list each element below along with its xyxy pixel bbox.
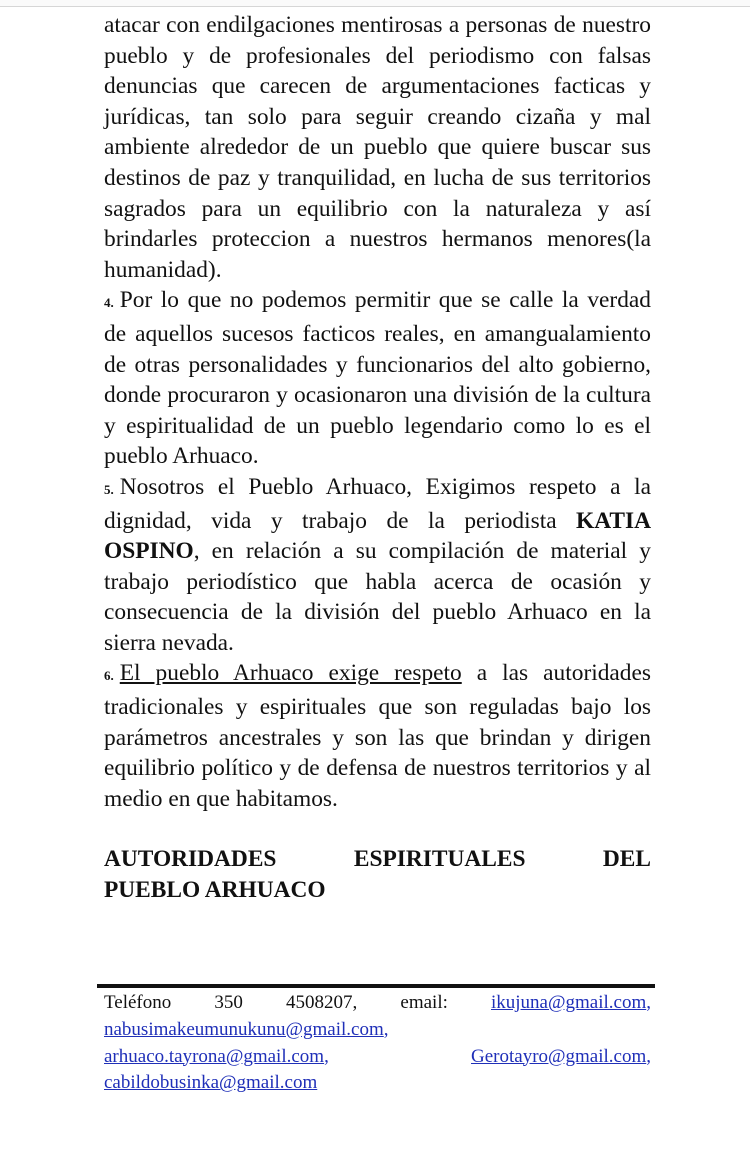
footer-contact: [104, 990, 651, 1097]
phone-part-1: 350: [214, 992, 243, 1013]
contact-row-4: [104, 1070, 651, 1097]
comma-3: ,: [324, 1045, 329, 1067]
item-5-text-after: , en relación a su compilación de material y trabajo periodístico que habla acerca de ocasión y consecuencia de la división del pueblo Arhuaco en la sierra nevada.: [104, 538, 651, 656]
email-label: email:: [400, 992, 448, 1013]
contact-row-2: [104, 1017, 651, 1044]
email-link-1[interactable]: ikujuna@gmail.com: [491, 992, 647, 1013]
email-link-5[interactable]: cabildobusinka@gmail.com: [104, 1072, 318, 1094]
comma-1: ,: [646, 992, 651, 1013]
item-5: [104, 472, 651, 659]
signature-line-2: PUEBLO ARHUACO: [104, 877, 326, 904]
item-5-number: 5.: [104, 481, 114, 497]
signature-word-3: DEL: [602, 846, 651, 873]
email-link-3[interactable]: arhuaco.tayrona@gmail.com: [104, 1045, 325, 1067]
comma-2: ,: [383, 1018, 389, 1040]
paragraph-continuation: atacar con endilgaciones mentirosas a personas de nuestro pueblo y de profesionales del periodismo con falsas denuncias que carecen de argumentaciones facticas y jurídicas, tan solo para seguir creando cizaña y mal ambiente alrededor de un pueblo que quiere buscar sus destinos de paz y tranquilidad, en lucha de sus territorios sagrados para un equilibrio con la naturaleza y así brindarles proteccion a nuestros hermanos menores(la humanidad).: [104, 12, 651, 283]
signature-block: [104, 844, 651, 905]
page-top-edge: [0, 0, 750, 7]
item-5-text-before: Nosotros el Pueblo Arhuaco, Exigimos respeto a la dignidad, vida y trabajo de la periodista: [104, 473, 651, 534]
signature-word-1: AUTORIDADES: [104, 846, 277, 873]
item-4: [104, 285, 651, 472]
phone-label: Teléfono: [104, 992, 172, 1013]
footer-divider: [97, 984, 655, 988]
signature-line-1: [104, 844, 651, 875]
phone-part-2: 4508207,: [286, 992, 358, 1013]
item-6-underlined: El pueblo Arhuaco exige respeto: [119, 660, 462, 687]
item-6-text-after: a las autoridades tradicionales y espirituales que son reguladas bajo los parámetros ancestrales y son las que brindan y dirigen equilibrio político y de defensa de nuestros territorios y al medio en que habitamos.: [104, 660, 651, 812]
email-link-2[interactable]: nabusimakeumunukunu@gmail.com: [104, 1018, 384, 1040]
signature-word-2: ESPIRITUALES: [353, 846, 526, 873]
journalist-name: KATIA OSPINO: [104, 507, 651, 565]
contact-row-3: [104, 1044, 651, 1071]
item-4-number: 4.: [104, 295, 114, 311]
comma-4: ,: [646, 1045, 651, 1067]
contact-row-1: [104, 990, 651, 1017]
item-6-number: 6.: [104, 668, 114, 684]
item-4-text: Por lo que no podemos permitir que se calle la verdad de aquellos sucesos facticos reales, en amangualamiento de otras personalidades y funcionarios del alto gobierno, donde procuraron y ocasionaron una división de la cultura y espiritualidad de un pueblo legendario como lo es el pueblo Arhuaco.: [104, 287, 651, 470]
email-link-4[interactable]: Gerotayro@gmail.com: [471, 1045, 647, 1067]
item-6: [104, 658, 651, 814]
document-body: [104, 10, 651, 906]
